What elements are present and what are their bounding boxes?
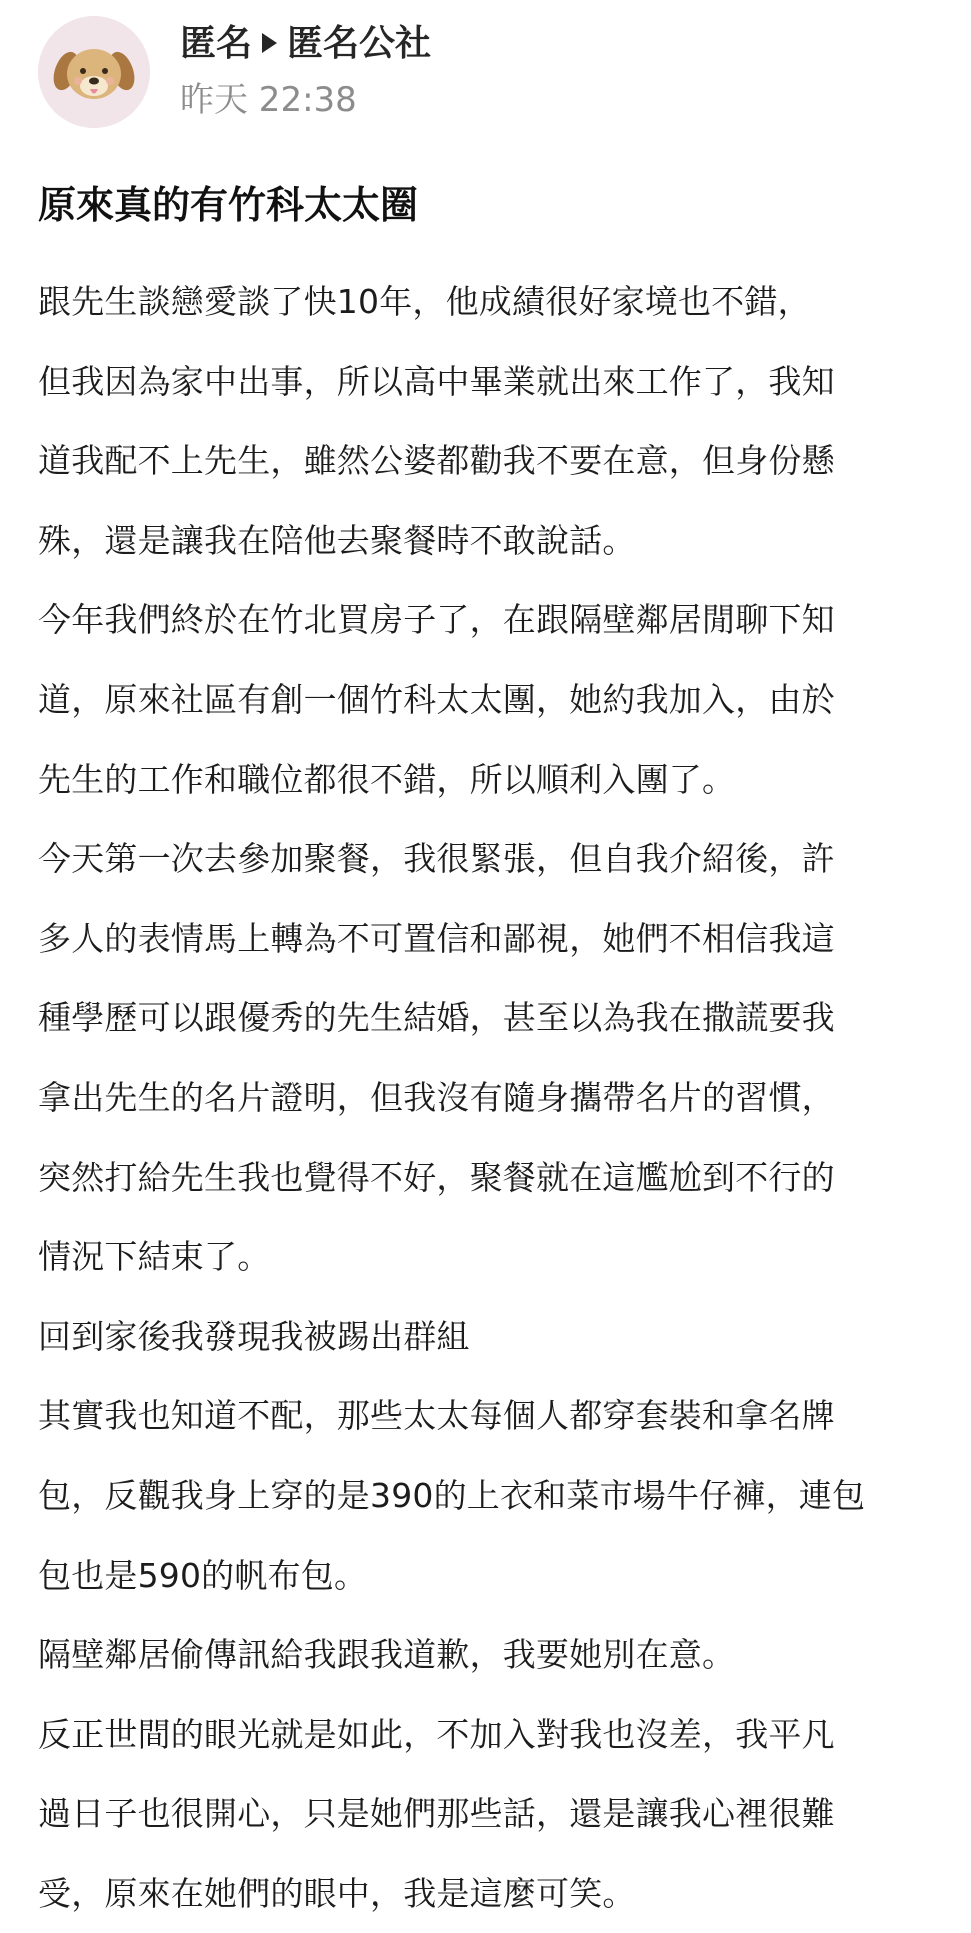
content-line: 但我因為家中出事，所以高中畢業就出來工作了，我知 xyxy=(38,361,835,401)
content-line: 殊，還是讓我在陪他去聚餐時不敢說話。 xyxy=(38,520,636,560)
content-line: 先生的工作和職位都很不錯，所以順利入團了。 xyxy=(38,759,736,799)
author-name[interactable]: 匿名 xyxy=(180,23,253,64)
dog-avatar-icon xyxy=(38,16,150,128)
content-line: 包也是590的帆布包。 xyxy=(38,1555,368,1595)
post-title: 原來真的有竹科太太圈 xyxy=(38,183,419,227)
avatar[interactable] xyxy=(38,16,150,128)
content-line: 受，原來在她們的眼中，我是這麼可笑。 xyxy=(38,1873,636,1913)
post-header xyxy=(38,16,938,128)
post-timestamp: 昨天 22:38 xyxy=(180,80,357,120)
content-line: 道我配不上先生，雖然公婆都勸我不要在意，但身份懸 xyxy=(38,441,835,481)
content-line: 過日子也很開心，只是她們那些話，還是讓我心裡很難 xyxy=(38,1794,835,1834)
content-line: 隔壁鄰居偷傳訊給我跟我道歉，我要她別在意。 xyxy=(38,1635,736,1675)
content-line: 突然打給先生我也覺得不好，聚餐就在這尷尬到不行的 xyxy=(38,1157,835,1197)
post-content xyxy=(38,262,943,1933)
content-line: 種學歷可以跟優秀的先生結婚，甚至以為我在撒謊要我 xyxy=(38,998,835,1038)
post-meta xyxy=(180,16,880,122)
author-line xyxy=(180,16,880,72)
content-line: 今天第一次去參加聚餐，我很緊張，但自我介紹後，許 xyxy=(38,839,835,879)
content-line: 拿出先生的名片證明，但我沒有隨身攜帶名片的習慣， xyxy=(38,1077,835,1117)
content-line: 情況下結束了。 xyxy=(38,1237,271,1277)
content-line: 反正世間的眼光就是如此，不加入對我也沒差，我平凡 xyxy=(38,1714,835,1754)
board-name[interactable]: 匿名公社 xyxy=(287,23,432,64)
content-line: 道，原來社區有創一個竹科太太團，她約我加入，由於 xyxy=(38,679,835,719)
content-line: 多人的表情馬上轉為不可置信和鄙視，她們不相信我這 xyxy=(38,918,835,958)
content-line: 其實我也知道不配，那些太太每個人都穿套裝和拿名牌 xyxy=(38,1396,835,1436)
content-line: 回到家後我發現我被踢出群組 xyxy=(38,1316,470,1356)
play-arrow-icon xyxy=(262,33,277,53)
content-line: 包，反觀我身上穿的是390的上衣和菜市場牛仔褲，連包 xyxy=(38,1475,866,1515)
content-line: 跟先生談戀愛談了快10年，他成績很好家境也不錯， xyxy=(38,282,811,321)
content-line: 今年我們終於在竹北買房子了，在跟隔壁鄰居閒聊下知 xyxy=(38,600,835,640)
